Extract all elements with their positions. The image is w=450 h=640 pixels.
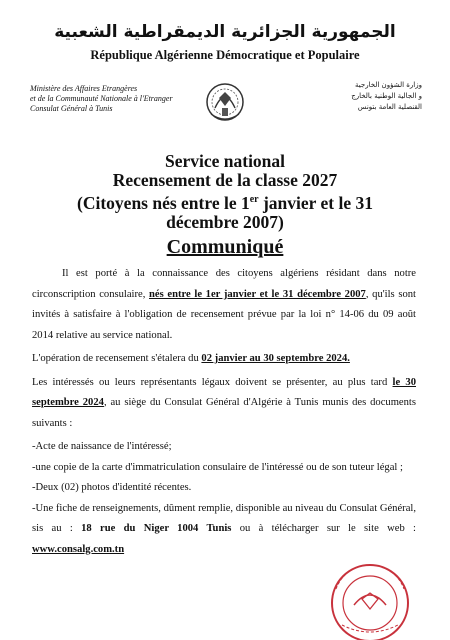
list-item: -Deux (02) photos d'identité récentes. (32, 482, 192, 493)
ministry-block-fr (30, 84, 220, 114)
ministry-line-ar: وزارة الشؤون الخارجية (355, 81, 422, 89)
ministry-line-ar: و الجالية الوطنية بالخارج (351, 92, 422, 100)
heading-block (40, 152, 410, 232)
arabic-title: الجمهورية الجزائرية الديمقراطية الشعبية (54, 22, 396, 42)
ministry-block-ar (292, 80, 422, 113)
ministry-line: et de la Communauté Nationale à l'Etranger (30, 94, 173, 103)
list-item: -une copie de la carte d'immatriculation consulaire de l'intéressé ou de son tuteur légal ; (32, 461, 403, 473)
heading-line: décembre 2007) (166, 211, 284, 232)
list-item: -Une fiche de renseignements, dûment remplie, disponible au niveau du Consulat Général, sis au : 18 rue du Niger 1004 Tunis ou à télécharger sur le site web : www.consalg.com.tn (32, 502, 416, 555)
heading-line: (Citoyens nés entre le 1er janvier et le 31 (77, 192, 373, 213)
algeria-emblem-icon (203, 78, 247, 128)
consulate-stamp-icon (322, 555, 412, 640)
heading-line: Service national (164, 151, 286, 171)
paragraph: L'opération de recensement s'étalera du 02 janvier au 30 septembre 2024. (32, 353, 350, 364)
heading-line: Recensement de la classe 2027 (112, 170, 338, 190)
website-link[interactable]: www.consalg.com.tn (32, 543, 125, 555)
communique-body (32, 264, 416, 560)
french-title: République Algérienne Démocratique et Populaire (90, 48, 360, 62)
ministry-line-ar: القنصلية العامة بتونس (357, 103, 422, 111)
paragraph: Les intéressés ou leurs représentants légaux doivent se présenter, au plus tard le 30 septembre 2024, au siège du Consulat Général d'Algérie à Tunis munis des documents suivants : (32, 376, 416, 429)
list-item: -Acte de naissance de l'intéressé; (32, 441, 172, 452)
ministry-line: Consulat Général à Tunis (30, 104, 113, 113)
ministry-line: Ministère des Affaires Etrangères (30, 84, 138, 93)
paragraph: Il est porté à la connaissance des citoyens algériens résidant dans notre circonscription consulaire, nés entre le 1er janvier et le 31 décembre 2007, qu'ils sont invités à satisfaire à l'obligation de recensement prévue par la loi n° 14-06 du 09 août 2014 relative au service national. (32, 268, 416, 341)
communique-title: Communiqué (166, 236, 284, 258)
